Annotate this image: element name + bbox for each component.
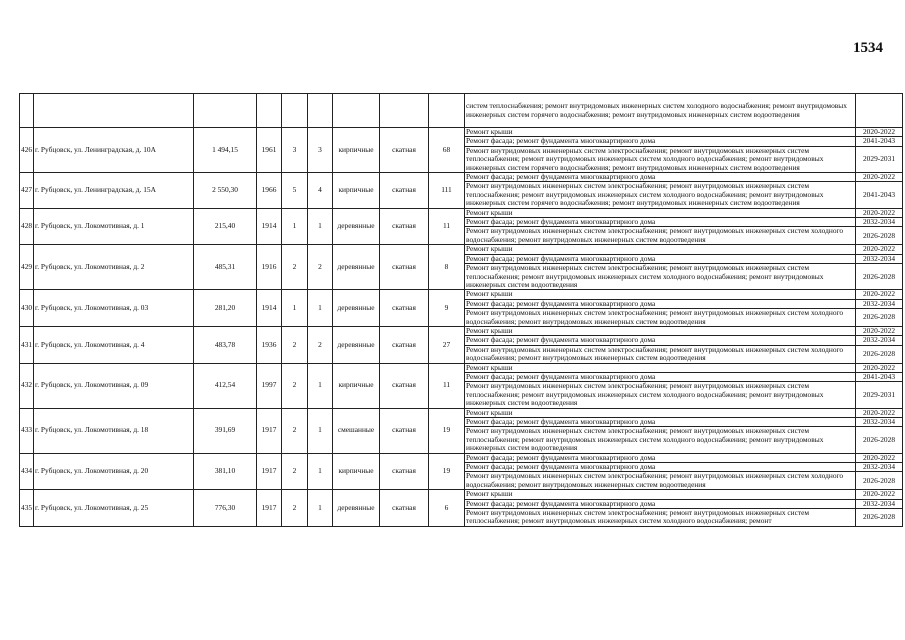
cell-residents: 8 (429, 245, 465, 290)
cell-address: г. Рубцовск, ул. Локомотивная, д. 4 (34, 326, 194, 363)
cell-residents (429, 94, 465, 128)
cell-residents: 6 (429, 490, 465, 527)
cell-material: деревянные (333, 490, 380, 527)
cell-floors: 2 (282, 408, 308, 453)
cell-period: 2032-2034 (856, 418, 903, 427)
cell-roof: скатная (380, 208, 429, 245)
cell-period: 2032-2034 (856, 254, 903, 263)
cell-period: 2026-2028 (856, 509, 903, 527)
cell-entrances: 1 (308, 363, 333, 408)
cell-year: 1914 (257, 290, 282, 327)
cell-roof: скатная (380, 490, 429, 527)
cell-work: Ремонт крыши (465, 490, 856, 499)
cell-entrances (308, 94, 333, 128)
cell-material: деревянные (333, 208, 380, 245)
cell-entrances: 4 (308, 173, 333, 209)
cell-period: 2032-2034 (856, 499, 903, 508)
cell-material: деревянные (333, 245, 380, 290)
cell-period: 2029-2031 (856, 382, 903, 408)
table-row-house (20, 408, 903, 417)
cell-area (194, 94, 257, 128)
cell-material: деревянные (333, 326, 380, 363)
cell-work: Ремонт фасада; ремонт фундамента многоквартирного дома (465, 372, 856, 381)
cell-year: 1914 (257, 208, 282, 245)
cell-entrances: 1 (308, 490, 333, 527)
cell-period: 2020-2022 (856, 245, 903, 254)
cell-work: Ремонт крыши (465, 128, 856, 137)
cell-period: 2020-2022 (856, 173, 903, 182)
cell-address: г. Рубцовск, ул. Локомотивная, д. 03 (34, 290, 194, 327)
cell-work: Ремонт внутридомовых инженерных систем электроснабжения; ремонт внутридомовых инженерных систем холодного водоснабжения; ремонт внутридомовых инженерных систем водоотведения (465, 472, 856, 490)
cell-material: кирпичные (333, 453, 380, 490)
cell-work: Ремонт внутридомовых инженерных систем электроснабжения; ремонт внутридомовых инженерных систем холодного водоснабжения; ремонт внутридомовых инженерных систем водоотведения (465, 309, 856, 327)
cell-work: Ремонт внутридомовых инженерных систем электроснабжения; ремонт внутридомовых инженерных систем холодного водоснабжения; ремонт внутридомовых инженерных систем водоотведения (465, 227, 856, 245)
cell-period: 2041-2043 (856, 182, 903, 208)
cell-period: 2020-2022 (856, 128, 903, 137)
cell-roof: скатная (380, 408, 429, 453)
cell-area: 1 494,15 (194, 128, 257, 173)
cell-period: 2026-2028 (856, 345, 903, 363)
cell-work: Ремонт фасада; ремонт фундамента многоквартирного дома (465, 499, 856, 508)
cell-work: Ремонт внутридомовых инженерных систем электроснабжения; ремонт внутридомовых инженерных систем теплоснабжения; ремонт внутридомовых инженерных систем холодного водоснабжения; ремонт внутридомовых инженерных систем водоотведения (465, 264, 856, 290)
cell-work: Ремонт фасада; ремонт фундамента многоквартирного дома (465, 418, 856, 427)
cell-period: 2020-2022 (856, 490, 903, 499)
cell-area: 485,31 (194, 245, 257, 290)
cell-roof: скатная (380, 363, 429, 408)
table-row-house (20, 363, 903, 372)
table-row-house (20, 245, 903, 254)
cell-entrances: 1 (308, 408, 333, 453)
cell-area: 483,78 (194, 326, 257, 363)
cell-address: г. Рубцовск, ул. Локомотивная, д. 1 (34, 208, 194, 245)
cell-period: 2020-2022 (856, 326, 903, 335)
cell-floors: 2 (282, 490, 308, 527)
cell-floors: 1 (282, 290, 308, 327)
cell-residents: 19 (429, 453, 465, 490)
cell-roof (380, 94, 429, 128)
cell-address: г. Рубцовск, ул. Ленинградская, д. 15А (34, 173, 194, 209)
cell-work: Ремонт фасада; ремонт фундамента многоквартирного дома (465, 173, 856, 182)
cell-area: 2 550,30 (194, 173, 257, 209)
cell-area: 776,30 (194, 490, 257, 527)
table-row-house (20, 490, 903, 499)
cell-material: смешанные (333, 408, 380, 453)
cell-period: 2032-2034 (856, 218, 903, 227)
cell-residents: 19 (429, 408, 465, 453)
cell-period: 2020-2022 (856, 363, 903, 372)
cell-num: 429 (20, 245, 34, 290)
cell-work: Ремонт крыши (465, 363, 856, 372)
table-row-house (20, 326, 903, 335)
cell-work: Ремонт внутридомовых инженерных систем электроснабжения; ремонт внутридомовых инженерных систем теплоснабжения; ремонт внутридомовых инженерных систем холодного водоснабжения; ремонт внутридомовых инженерных систем горячего водоснабжения; ремонт внутридомовых инженерных систем водоотведения (465, 146, 856, 172)
cell-period: 2020-2022 (856, 453, 903, 462)
cell-floors: 2 (282, 453, 308, 490)
cell-floors: 2 (282, 363, 308, 408)
table-row-house (20, 453, 903, 462)
cell-roof: скатная (380, 453, 429, 490)
cell-material (333, 94, 380, 128)
cell-work: Ремонт фасада; ремонт фундамента многоквартирного дома (465, 254, 856, 263)
cell-residents: 111 (429, 173, 465, 209)
cell-work: Ремонт крыши (465, 326, 856, 335)
cell-entrances: 1 (308, 453, 333, 490)
cell-period: 2020-2022 (856, 408, 903, 417)
cell-work: Ремонт крыши (465, 245, 856, 254)
cell-floors: 1 (282, 208, 308, 245)
cell-work: Ремонт фасада; ремонт фундамента многоквартирного дома (465, 463, 856, 472)
cell-work: Ремонт внутридомовых инженерных систем электроснабжения; ремонт внутридомовых инженерных систем теплоснабжения; ремонт внутридомовых инженерных систем холодного водоснабжения; ремонт (465, 509, 856, 527)
cell-period: 2026-2028 (856, 264, 903, 290)
cell-work: Ремонт крыши (465, 208, 856, 217)
cell-entrances: 2 (308, 326, 333, 363)
cell-work: Ремонт фасада; ремонт фундамента многоквартирного дома (465, 453, 856, 462)
cell-year: 1997 (257, 363, 282, 408)
cell-address (34, 94, 194, 128)
cell-num: 427 (20, 173, 34, 209)
table-row-house (20, 208, 903, 217)
cell-area: 281,20 (194, 290, 257, 327)
cell-period: 2032-2034 (856, 463, 903, 472)
table-row-house (20, 128, 903, 137)
cell-entrances: 3 (308, 128, 333, 173)
cell-period: 2026-2028 (856, 227, 903, 245)
cell-area: 381,10 (194, 453, 257, 490)
cell-address: г. Рубцовск, ул. Локомотивная, д. 20 (34, 453, 194, 490)
cell-work: Ремонт внутридомовых инженерных систем электроснабжения; ремонт внутридомовых инженерных систем теплоснабжения; ремонт внутридомовых инженерных систем холодного водоснабжения; ремонт внутридомовых инженерных систем водоотведения (465, 427, 856, 453)
cell-period: 2032-2034 (856, 299, 903, 308)
cell-work: Ремонт крыши (465, 290, 856, 299)
cell-work: Ремонт внутридомовых инженерных систем электроснабжения; ремонт внутридомовых инженерных систем теплоснабжения; ремонт внутридомовых инженерных систем холодного водоснабжения; ремонт внутридомовых инженерных систем водоотведения (465, 382, 856, 408)
cell-entrances: 2 (308, 245, 333, 290)
cell-entrances: 1 (308, 290, 333, 327)
cell-area: 215,40 (194, 208, 257, 245)
cell-roof: скатная (380, 326, 429, 363)
cell-work: Ремонт фасада; ремонт фундамента многоквартирного дома (465, 137, 856, 146)
table-row-house (20, 173, 903, 182)
cell-num: 426 (20, 128, 34, 173)
cell-residents: 11 (429, 208, 465, 245)
cell-num: 430 (20, 290, 34, 327)
cell-period: 2020-2022 (856, 208, 903, 217)
cell-work: Ремонт внутридомовых инженерных систем электроснабжения; ремонт внутридомовых инженерных систем теплоснабжения; ремонт внутридомовых инженерных систем холодного водоснабжения; ремонт внутридомовых инженерных систем горячего водоснабжения; ремонт внутридомовых инженерных систем водоотведения (465, 182, 856, 208)
cell-area: 391,69 (194, 408, 257, 453)
cell-roof: скатная (380, 290, 429, 327)
cell-period: 2041-2043 (856, 137, 903, 146)
cell-floors: 2 (282, 326, 308, 363)
cell-material: кирпичные (333, 363, 380, 408)
cell-year: 1961 (257, 128, 282, 173)
cell-entrances: 1 (308, 208, 333, 245)
cell-work: Ремонт крыши (465, 408, 856, 417)
cell-residents: 9 (429, 290, 465, 327)
cell-period: 2020-2022 (856, 290, 903, 299)
cell-roof: скатная (380, 245, 429, 290)
cell-num: 428 (20, 208, 34, 245)
cell-residents: 27 (429, 326, 465, 363)
cell-roof: скатная (380, 128, 429, 173)
table-row-house (20, 290, 903, 299)
cell-year (257, 94, 282, 128)
cell-work: Ремонт фасада; ремонт фундамента многоквартирного дома (465, 218, 856, 227)
cell-year: 1916 (257, 245, 282, 290)
cell-num: 434 (20, 453, 34, 490)
cell-year: 1917 (257, 453, 282, 490)
cell-roof: скатная (380, 173, 429, 209)
cell-period: 2041-2043 (856, 372, 903, 381)
cell-work: Ремонт внутридомовых инженерных систем электроснабжения; ремонт внутридомовых инженерных систем холодного водоснабжения; ремонт внутридомовых инженерных систем водоотведения (465, 345, 856, 363)
cell-period: 2026-2028 (856, 427, 903, 453)
cell-period: 2026-2028 (856, 309, 903, 327)
cell-floors: 3 (282, 128, 308, 173)
cell-num (20, 94, 34, 128)
cell-material: кирпичные (333, 173, 380, 209)
cell-year: 1936 (257, 326, 282, 363)
cell-num: 433 (20, 408, 34, 453)
cell-period: 2032-2034 (856, 336, 903, 345)
cell-year: 1966 (257, 173, 282, 209)
cell-address: г. Рубцовск, ул. Локомотивная, д. 09 (34, 363, 194, 408)
cell-material: деревянные (333, 290, 380, 327)
cell-work: систем теплоснабжения; ремонт внутридомовых инженерных систем холодного водоснабжения; ремонт внутридомовых инженерных систем горячего водоснабжения; ремонт внутридомовых инженерных систем водоотведения (465, 94, 856, 128)
cell-year: 1917 (257, 408, 282, 453)
cell-num: 431 (20, 326, 34, 363)
cell-year: 1917 (257, 490, 282, 527)
cell-address: г. Рубцовск, ул. Локомотивная, д. 18 (34, 408, 194, 453)
cell-work: Ремонт фасада; ремонт фундамента многоквартирного дома (465, 336, 856, 345)
cell-area: 412,54 (194, 363, 257, 408)
cell-work: Ремонт фасада; ремонт фундамента многоквартирного дома (465, 299, 856, 308)
page-number: 1534 (853, 40, 883, 56)
cell-residents: 68 (429, 128, 465, 173)
cell-material: кирпичные (333, 128, 380, 173)
cell-address: г. Рубцовск, ул. Ленинградская, д. 10А (34, 128, 194, 173)
cell-floors: 5 (282, 173, 308, 209)
cell-floors (282, 94, 308, 128)
cell-address: г. Рубцовск, ул. Локомотивная, д. 2 (34, 245, 194, 290)
cell-num: 432 (20, 363, 34, 408)
cell-period (856, 94, 903, 128)
cell-num: 435 (20, 490, 34, 527)
capital-repair-table (19, 93, 903, 527)
cell-address: г. Рубцовск, ул. Локомотивная, д. 25 (34, 490, 194, 527)
table-body (20, 94, 903, 527)
table-row-continuation (20, 94, 903, 128)
cell-floors: 2 (282, 245, 308, 290)
cell-residents: 11 (429, 363, 465, 408)
cell-period: 2026-2028 (856, 472, 903, 490)
cell-period: 2029-2031 (856, 146, 903, 172)
